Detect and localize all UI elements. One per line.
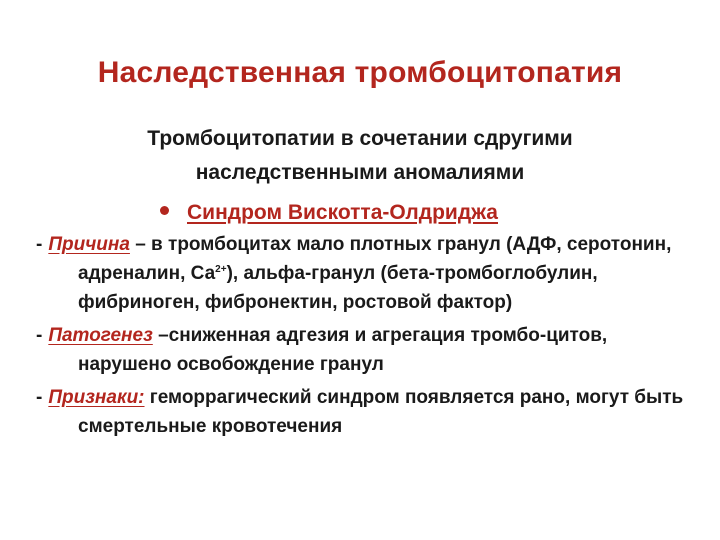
description-list bbox=[36, 230, 686, 441]
subtitle-line-1: Тромбоцитопатии в сочетании сдругими bbox=[147, 127, 573, 150]
slide-title: Наследственная тромбоцитопатия bbox=[97, 56, 623, 89]
dash-marker: - bbox=[36, 387, 43, 408]
signs-text: геморрагический синдром появляется рано, могут быть смертельные кровотечения bbox=[78, 387, 684, 437]
cause-key: Причина bbox=[48, 234, 130, 255]
cause-text-b: ), альфа-гранул (бета-тромбоглобулин, фибриноген, фибронектин, ростовой фактор) bbox=[78, 263, 598, 313]
signs-item bbox=[36, 383, 686, 441]
signs-key: Признаки: bbox=[48, 387, 145, 408]
bullet-dot-icon bbox=[160, 206, 169, 215]
cause-text-a: – в тромбоцитах мало плотных гранул (АДФ, серотонин, адреналин, Са bbox=[78, 234, 672, 284]
pathogenesis-key: Патогенез bbox=[48, 325, 153, 346]
subtitle-line-2: наследственными аномалиями bbox=[195, 161, 525, 184]
pathogenesis-item bbox=[36, 321, 686, 379]
syndrome-name: Синдром Вискотта-Олдриджа bbox=[187, 201, 498, 224]
dash-marker: - bbox=[36, 325, 43, 346]
bullet-item bbox=[160, 198, 680, 228]
dash-marker: - bbox=[36, 234, 43, 255]
pathogenesis-text: –сниженная адгезия и агрегация тромбо-цитов, нарушено освобождение гранул bbox=[78, 325, 608, 375]
calcium-charge: 2+ bbox=[215, 264, 227, 275]
cause-item bbox=[36, 230, 686, 317]
slide-subtitle bbox=[60, 122, 660, 190]
